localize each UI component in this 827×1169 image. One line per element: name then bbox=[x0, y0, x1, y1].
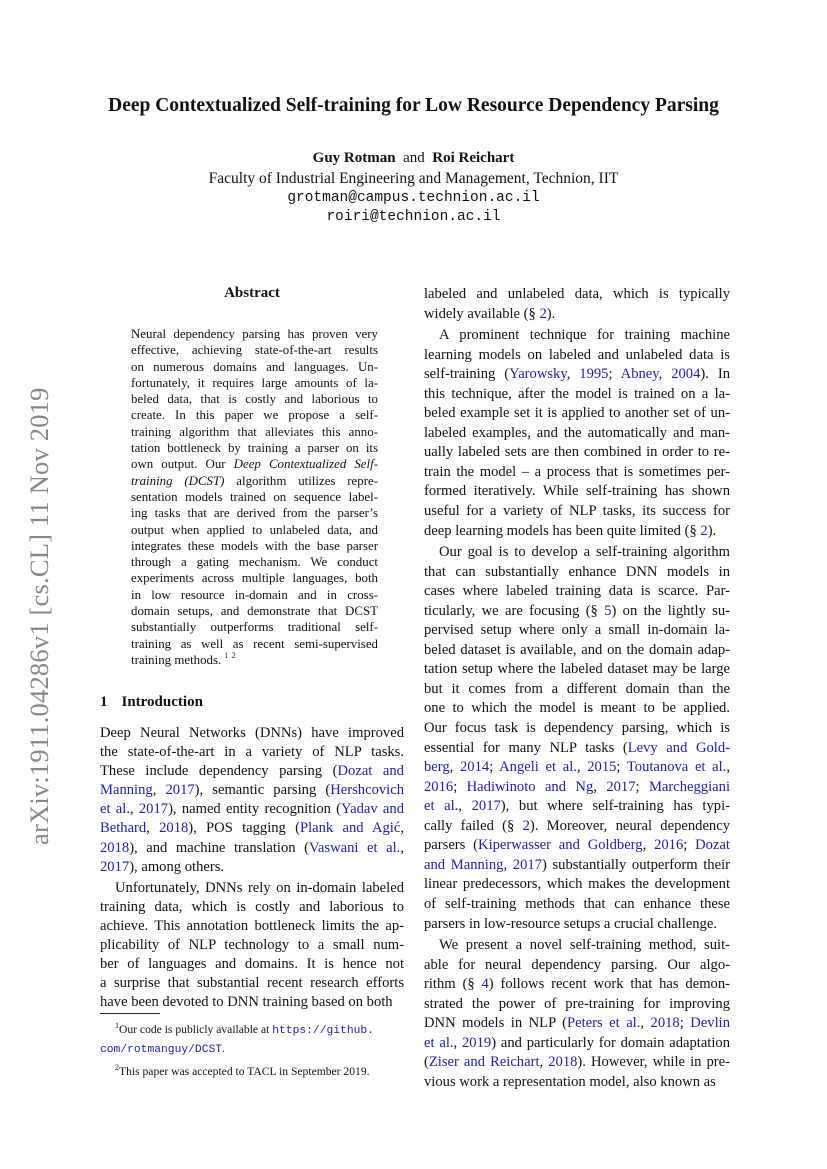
text-run: sentation models trained on sequence label- bbox=[131, 489, 378, 504]
citation-link[interactable]: Dozat bbox=[695, 837, 730, 854]
abstract-body bbox=[131, 326, 378, 668]
citation-link[interactable]: Levy and Gold- bbox=[627, 739, 730, 756]
text-run: strated the power of pre-training for improving bbox=[424, 995, 730, 1012]
text-run: ually labeled sets are then combined in order to re- bbox=[424, 444, 730, 461]
text-run: , bbox=[593, 778, 607, 795]
citation-link[interactable]: 2019 bbox=[462, 1034, 492, 1051]
text-line bbox=[424, 641, 730, 661]
paragraph bbox=[424, 936, 730, 1092]
text-line bbox=[131, 522, 378, 538]
text-line bbox=[424, 463, 730, 483]
text-line bbox=[424, 385, 730, 405]
text-line bbox=[131, 456, 378, 472]
text-run: , bbox=[503, 856, 513, 873]
text-line bbox=[424, 404, 730, 424]
text-line bbox=[100, 781, 404, 800]
text-line bbox=[424, 758, 730, 778]
text-run: ). Moreover, neural dependency bbox=[529, 817, 731, 834]
text-run: ticularly, we are focusing (§ bbox=[424, 602, 605, 619]
citation-link[interactable]: 4 bbox=[481, 976, 489, 993]
text-run: , bbox=[449, 759, 460, 776]
citation-link[interactable]: 5 bbox=[604, 602, 612, 619]
text-run: ber of languages and domains. It is hence not bbox=[100, 956, 404, 973]
citation-link[interactable]: 2018 bbox=[159, 820, 189, 837]
citation-link[interactable]: 2 bbox=[539, 305, 547, 322]
text-run: ( bbox=[424, 1054, 429, 1071]
citation-link[interactable]: Abney bbox=[620, 366, 659, 383]
text-run: Our focus task is dependency parsing, which is bbox=[424, 720, 730, 737]
text-run: useful for a variety of NLP tasks, its success for bbox=[424, 503, 730, 520]
text-run: ). bbox=[546, 305, 556, 322]
text-run: deep learning models has been quite limited (§ bbox=[424, 522, 701, 539]
text-run: ; bbox=[616, 759, 627, 776]
text-run: self-training ( bbox=[424, 366, 510, 383]
footnote-ref-link[interactable]: 2 bbox=[231, 649, 236, 660]
citation-link[interactable]: Hadiwinoto and Ng bbox=[466, 778, 594, 795]
text-run: training algorithm that alleviates this anno- bbox=[131, 424, 378, 439]
text-run: train the model – a process that is sometimes per- bbox=[424, 463, 730, 480]
paragraph bbox=[424, 285, 730, 324]
text-line bbox=[424, 956, 730, 976]
text-run: formed iteratively. While self-training has shown bbox=[424, 483, 730, 500]
citation-link[interactable]: 2 bbox=[522, 817, 530, 834]
text-run: , bbox=[539, 1054, 549, 1071]
text-run: achieve. This annotation bottleneck limits the ap- bbox=[100, 917, 404, 934]
text-run: create. In this paper we propose a self- bbox=[131, 408, 378, 423]
footnote-mark: 1 bbox=[115, 1021, 119, 1030]
emphasis-text: Deep Contextualized Self- bbox=[233, 457, 378, 472]
text-line bbox=[100, 724, 404, 743]
text-run: this technique, after the model is trained on a la- bbox=[424, 385, 730, 402]
text-line bbox=[424, 346, 730, 366]
text-run: pervised setup where only a small in-domain la- bbox=[424, 622, 730, 639]
text-run: , bbox=[400, 820, 405, 837]
text-run: Neural dependency parsing has proven very bbox=[131, 327, 378, 341]
right-column-body bbox=[424, 285, 730, 1092]
text-line bbox=[424, 621, 730, 641]
text-run: on numerous domains and languages. Un- bbox=[131, 359, 378, 374]
footnote-ref-link[interactable]: 1 bbox=[224, 649, 229, 660]
affiliation: Faculty of Industrial Engineering and Management, Technion, IIT bbox=[208, 170, 619, 187]
text-line bbox=[131, 636, 378, 652]
citation-link[interactable]: Plank and Agić bbox=[299, 820, 401, 837]
citation-link[interactable]: Marcheggiani bbox=[648, 778, 730, 795]
text-line bbox=[100, 879, 404, 898]
text-run: ), and machine translation ( bbox=[129, 839, 309, 856]
text-run: beled example set it is applied to another set of un- bbox=[424, 405, 730, 422]
citation-link[interactable]: Toutanova et al. bbox=[626, 759, 727, 776]
text-line bbox=[424, 995, 730, 1015]
author-name: Guy Rotman bbox=[312, 150, 396, 166]
text-run: one to which the model is meant to be applied. bbox=[424, 700, 730, 717]
text-run: We present a novel self-training method, suit- bbox=[439, 937, 730, 954]
citation-link[interactable]: Yadav and bbox=[341, 801, 404, 818]
text-line bbox=[131, 326, 378, 342]
citation-link[interactable]: Manning bbox=[100, 782, 153, 799]
citation-link[interactable]: 2016 bbox=[654, 837, 684, 854]
text-run: ) on the lightly su- bbox=[611, 602, 730, 619]
citation-link[interactable]: 2018 bbox=[548, 1054, 578, 1071]
text-line bbox=[424, 285, 730, 305]
text-line bbox=[424, 1053, 730, 1073]
text-run: have been devoted to DNN training based on both bbox=[100, 994, 393, 1011]
citation-link[interactable]: Yarowsky bbox=[509, 366, 567, 383]
section-heading-introduction bbox=[100, 694, 217, 711]
citation-link[interactable]: Devlin bbox=[690, 1015, 731, 1032]
text-run: A prominent technique for training machine bbox=[439, 327, 730, 344]
text-run: , bbox=[152, 782, 166, 799]
text-run: vious work a representation model, also known as bbox=[424, 1073, 716, 1090]
text-line bbox=[424, 739, 730, 759]
citation-link[interactable]: Hershcovich bbox=[330, 782, 404, 799]
citation-link[interactable]: et al. bbox=[424, 798, 459, 815]
text-run: , bbox=[566, 366, 580, 383]
text-line bbox=[424, 797, 730, 817]
text-run: effective, achieving state-of-the-art results bbox=[131, 343, 378, 358]
text-run: parsers ( bbox=[424, 837, 479, 854]
text-line bbox=[131, 619, 378, 635]
text-line bbox=[131, 554, 378, 570]
text-run: training methods. bbox=[131, 652, 222, 667]
text-line bbox=[424, 817, 730, 837]
text-line bbox=[424, 660, 730, 680]
text-run: , bbox=[576, 759, 588, 776]
text-line bbox=[100, 898, 404, 917]
text-run: ), among others. bbox=[129, 858, 225, 875]
footnote-divider bbox=[100, 1013, 160, 1014]
text-run: ) substantially outperform their bbox=[541, 856, 730, 873]
text-run: ; bbox=[453, 778, 467, 795]
text-line bbox=[100, 743, 404, 762]
abstract-heading: Abstract bbox=[224, 285, 280, 301]
text-run: ), POS tagging ( bbox=[188, 820, 300, 837]
text-line bbox=[424, 915, 730, 935]
citation-link[interactable]: 2015 bbox=[587, 759, 617, 776]
text-run: DNN models in NLP ( bbox=[424, 1015, 567, 1032]
text-line bbox=[424, 895, 730, 915]
text-line bbox=[424, 563, 730, 583]
text-run: experiments across multiple languages, both bbox=[131, 571, 378, 586]
text-line bbox=[131, 587, 378, 603]
text-run: , bbox=[726, 759, 730, 776]
email: grotman@campus.technion.ac.il bbox=[287, 190, 540, 206]
text-run: Unfortunately, DNNs rely on in-domain labeled bbox=[115, 879, 404, 896]
text-line bbox=[424, 582, 730, 602]
text-line bbox=[131, 407, 378, 423]
section-number: 1 bbox=[100, 694, 108, 710]
text-line bbox=[131, 440, 378, 456]
text-line bbox=[424, 502, 730, 522]
text-run: able for neural dependency parsing. Our algo- bbox=[424, 956, 730, 973]
citation-link[interactable]: 2017 bbox=[165, 782, 195, 799]
text-run: own output. Our bbox=[131, 457, 234, 472]
text-run: tation bottleneck by training a parser on its bbox=[131, 441, 378, 456]
text-line bbox=[100, 993, 404, 1012]
text-line bbox=[424, 1034, 730, 1054]
paragraph bbox=[424, 326, 730, 541]
footnote-text: Our code is publicly available at bbox=[119, 1022, 273, 1036]
text-run: plicability of NLP technology to a small num- bbox=[100, 937, 404, 954]
text-line bbox=[424, 1014, 730, 1034]
text-run: , bbox=[453, 1034, 462, 1051]
text-line bbox=[424, 680, 730, 700]
text-line bbox=[131, 359, 378, 375]
citation-link[interactable]: 2017 bbox=[512, 856, 542, 873]
text-run: training as well as recent semi-supervised bbox=[131, 636, 378, 651]
text-run: ing tasks that are derived from the parser’s bbox=[131, 506, 378, 521]
citation-link[interactable]: 2014 bbox=[460, 759, 490, 776]
text-line bbox=[100, 839, 404, 858]
text-run: training data, which is costly and laborious to bbox=[100, 898, 404, 915]
text-run: widely available (§ bbox=[424, 305, 540, 322]
text-run: integrates these models with the base parser bbox=[131, 538, 378, 553]
text-run: a surprise that substantial recent research efforts bbox=[100, 975, 404, 992]
text-run: Our goal is to develop a self-training algorithm bbox=[439, 544, 730, 561]
text-line bbox=[424, 543, 730, 563]
paragraph bbox=[131, 326, 378, 668]
text-run: ; bbox=[683, 837, 696, 854]
text-line bbox=[424, 443, 730, 463]
citation-link[interactable]: Kiperwasser and Goldberg bbox=[478, 837, 643, 854]
text-line bbox=[131, 473, 378, 489]
paragraph bbox=[100, 879, 404, 1013]
citation-link[interactable]: 2 bbox=[700, 522, 708, 539]
text-line bbox=[424, 836, 730, 856]
text-run: substantially outperforms traditional self- bbox=[131, 620, 378, 635]
text-run: learning models on labeled and unlabeled data is bbox=[424, 346, 730, 363]
text-line bbox=[100, 917, 404, 936]
text-line bbox=[424, 778, 730, 798]
citation-link[interactable]: berg bbox=[424, 759, 450, 776]
text-run: tation setup where the labeled dataset may be large bbox=[424, 661, 730, 678]
text-line bbox=[100, 936, 404, 955]
text-run: ; bbox=[608, 366, 621, 383]
authors bbox=[0, 150, 827, 167]
text-run: parsers in low-resource setups a crucial challenge. bbox=[424, 915, 717, 932]
text-run: ). In bbox=[700, 366, 730, 383]
text-line bbox=[424, 482, 730, 502]
text-line bbox=[424, 365, 730, 385]
citation-link[interactable]: Peters et al. bbox=[567, 1015, 641, 1032]
text-run: ) follows recent work that has demon- bbox=[488, 976, 730, 993]
text-line bbox=[100, 762, 404, 781]
text-run: algorithm utilizes repre- bbox=[224, 473, 379, 488]
citation-link[interactable]: Vaswani et al. bbox=[309, 839, 401, 856]
text-run: ; bbox=[635, 778, 649, 795]
text-run: of self-training methods that can enhance these bbox=[424, 895, 730, 912]
text-run: that can substantially enhance DNN models in bbox=[424, 563, 730, 580]
text-run: , bbox=[642, 837, 655, 854]
text-run: labeled examples, and the automatically and man- bbox=[424, 424, 730, 441]
citation-link[interactable]: Bethard bbox=[100, 820, 147, 837]
citation-link[interactable]: 1995 bbox=[579, 366, 609, 383]
text-run: ), but where self-training has typi- bbox=[500, 798, 730, 815]
text-run: ; bbox=[489, 759, 500, 776]
footnote bbox=[100, 1059, 404, 1080]
citation-link[interactable]: Angeli et al. bbox=[499, 759, 577, 776]
text-line bbox=[100, 858, 404, 877]
text-run: beled dataset is available, and on the domain adap- bbox=[424, 641, 730, 658]
text-run: ), semantic parsing ( bbox=[194, 782, 331, 799]
citation-link[interactable]: 2018 bbox=[650, 1015, 680, 1032]
footnotes bbox=[100, 1017, 404, 1080]
paragraph bbox=[424, 543, 730, 934]
text-line bbox=[131, 570, 378, 586]
text-line bbox=[131, 391, 378, 407]
text-run: ). bbox=[707, 522, 717, 539]
text-run: through a gating mechanism. We conduct bbox=[131, 555, 378, 570]
citation-link[interactable]: 2018 bbox=[100, 839, 130, 856]
text-line bbox=[424, 975, 730, 995]
text-run: , bbox=[400, 839, 404, 856]
text-line bbox=[131, 424, 378, 440]
text-run: ; bbox=[679, 1015, 691, 1032]
text-line bbox=[424, 875, 730, 895]
text-line bbox=[424, 1073, 730, 1093]
citation-link[interactable]: et al. bbox=[424, 1034, 454, 1051]
paragraph bbox=[100, 724, 404, 877]
author-conjunction: and bbox=[403, 150, 425, 166]
citation-link[interactable]: 2017 bbox=[471, 798, 501, 815]
text-line bbox=[131, 649, 378, 668]
text-line bbox=[424, 424, 730, 444]
text-line bbox=[131, 342, 378, 358]
text-line bbox=[424, 699, 730, 719]
text-run: rithm (§ bbox=[424, 976, 482, 993]
citation-link[interactable]: Ziser and Reichart bbox=[428, 1054, 540, 1071]
code-link[interactable]: com/rotmanguy/DCST bbox=[100, 1043, 223, 1056]
text-run: These include dependency parsing ( bbox=[100, 763, 338, 780]
citation-link[interactable]: 2017 bbox=[100, 858, 130, 875]
text-run: essential for many NLP tasks ( bbox=[424, 739, 628, 756]
text-run: domain setups, and demonstrate that DCST bbox=[131, 604, 378, 619]
text-line bbox=[100, 974, 404, 993]
text-line bbox=[131, 505, 378, 521]
text-run: , bbox=[129, 801, 139, 818]
text-line bbox=[131, 375, 378, 391]
text-run: ) and particularly for domain adaptation bbox=[491, 1034, 730, 1051]
section-title: Introduction bbox=[121, 694, 203, 710]
citation-link[interactable]: 2004 bbox=[671, 366, 701, 383]
text-line bbox=[424, 602, 730, 622]
author-name: Roi Reichart bbox=[432, 150, 515, 166]
text-line bbox=[131, 489, 378, 505]
text-line bbox=[424, 305, 730, 325]
text-run: , bbox=[640, 1015, 651, 1032]
text-run: cases where labeled training data is scarce. Par- bbox=[424, 583, 730, 600]
citation-link[interactable]: 2017 bbox=[138, 801, 169, 818]
text-line bbox=[424, 856, 730, 876]
code-link[interactable]: https://github. bbox=[272, 1024, 374, 1037]
citation-link[interactable]: et al. bbox=[100, 801, 130, 818]
paper-title: Deep Contextualized Self-training for Low Resource Dependency Parsing bbox=[108, 95, 719, 116]
text-run: labeled and unlabeled data, which is typically bbox=[424, 286, 730, 302]
text-line bbox=[131, 603, 378, 619]
footnote bbox=[100, 1017, 404, 1059]
text-run: the state-of-the-art in a variety of NLP tasks. bbox=[100, 744, 404, 761]
citation-link[interactable]: and Manning bbox=[424, 856, 504, 873]
text-line bbox=[131, 538, 378, 554]
text-run: cally failed (§ bbox=[424, 817, 523, 834]
text-line bbox=[424, 326, 730, 346]
text-run: Deep Neural Networks (DNNs) have improved bbox=[100, 725, 404, 741]
text-run: , bbox=[658, 366, 672, 383]
arxiv-stamp: arXiv:1911.04286v1 [cs.CL] 11 Nov 2019 bbox=[24, 387, 54, 845]
text-line bbox=[100, 819, 404, 838]
text-run: linear predecessors, which makes the development bbox=[424, 876, 730, 893]
citation-link[interactable]: 2016 bbox=[424, 778, 454, 795]
text-run: but it comes from a different domain than the bbox=[424, 680, 730, 697]
text-run: fortunately, it requires large amounts of la- bbox=[131, 375, 378, 390]
text-run: output when applied to unlabeled data, and bbox=[131, 522, 378, 537]
text-line bbox=[424, 936, 730, 956]
text-line bbox=[100, 955, 404, 974]
citation-link[interactable]: Dozat and bbox=[337, 763, 404, 780]
text-run: ), named entity recognition ( bbox=[168, 801, 342, 818]
text-line bbox=[424, 522, 730, 542]
citation-link[interactable]: 2017 bbox=[606, 778, 636, 795]
text-run: ). However, while in pre- bbox=[577, 1054, 730, 1071]
footnote-text: This paper was accepted to TACL in September 2019. bbox=[119, 1064, 370, 1078]
text-line bbox=[424, 719, 730, 739]
text-run: , bbox=[458, 798, 472, 815]
footnote-text: . bbox=[222, 1041, 225, 1055]
text-run: beled data, that is costly and laborious to bbox=[131, 392, 378, 407]
footnote-mark: 2 bbox=[115, 1062, 119, 1072]
email: roiri@technion.ac.il bbox=[326, 209, 501, 225]
text-line bbox=[100, 800, 404, 819]
emphasis-text: training (DCST) bbox=[131, 473, 225, 488]
text-run: , bbox=[146, 820, 160, 837]
introduction-body bbox=[100, 724, 404, 1012]
text-run: in low resource in-domain and in cross- bbox=[131, 587, 378, 602]
